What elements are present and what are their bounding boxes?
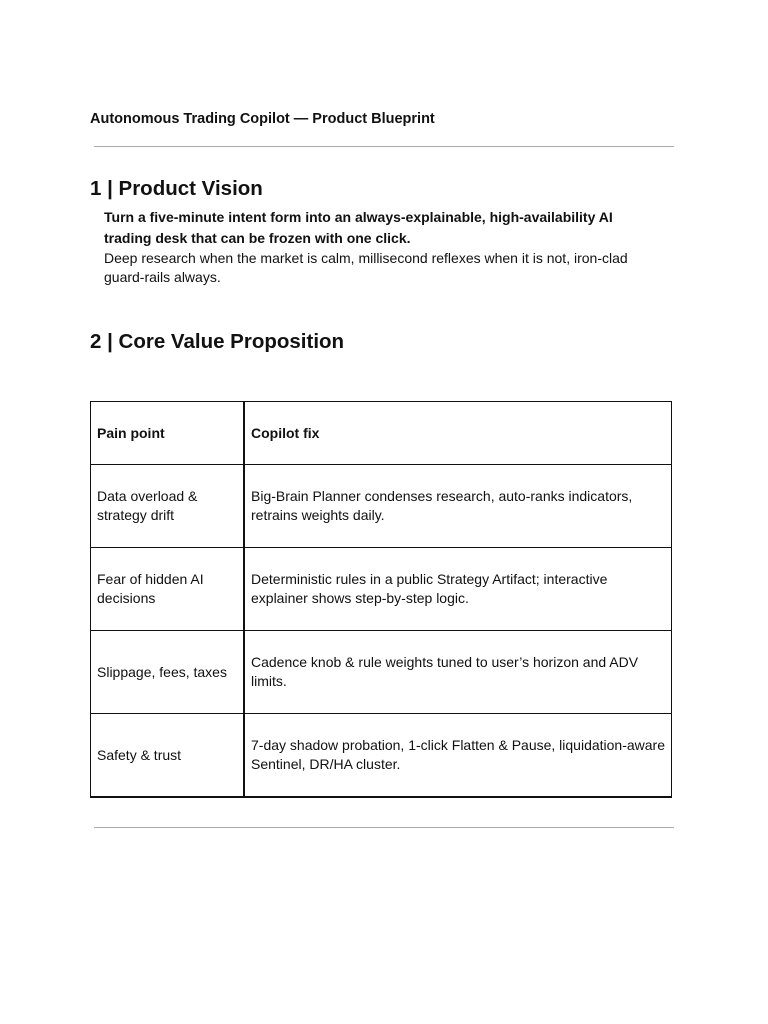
pain-cell: Safety & trust xyxy=(91,714,245,798)
table-row xyxy=(91,714,672,798)
table-row xyxy=(91,548,672,631)
pain-cell: Slippage, fees, taxes xyxy=(91,631,245,714)
fix-cell: Deterministic rules in a public Strategy Artifact; interactive explainer shows step-by-step logic. xyxy=(244,548,672,631)
product-vision-block xyxy=(104,207,664,287)
value-proposition-table xyxy=(90,401,672,798)
bottom-divider xyxy=(94,827,674,828)
table-header-row xyxy=(91,402,672,465)
header-copilot-fix: Copilot fix xyxy=(244,402,672,465)
product-vision-heading: 1 | Product Vision xyxy=(90,177,263,200)
document-title: Autonomous Trading Copilot — Product Blueprint xyxy=(90,111,435,127)
fix-cell: 7-day shadow probation, 1-click Flatten & Pause, liquidation-aware Sentinel, DR/HA cluster. xyxy=(244,714,672,798)
header-pain-point: Pain point xyxy=(91,402,245,465)
fix-cell: Big-Brain Planner condenses research, auto-ranks indicators, retrains weights daily. xyxy=(244,465,672,548)
pain-cell: Fear of hidden AI decisions xyxy=(91,548,245,631)
pain-cell: Data overload & strategy drift xyxy=(91,465,245,548)
product-vision-lead: Turn a five-minute intent form into an always-explainable, high-availability AI trading desk that can be frozen with one click. xyxy=(104,209,613,246)
fix-cell: Cadence knob & rule weights tuned to user’s horizon and ADV limits. xyxy=(244,631,672,714)
table-row xyxy=(91,631,672,714)
product-vision-body: Deep research when the market is calm, millisecond reflexes when it is not, iron-clad guard-rails always. xyxy=(104,250,628,285)
top-divider xyxy=(94,146,674,147)
core-value-heading: 2 | Core Value Proposition xyxy=(90,330,345,353)
table-row xyxy=(91,465,672,548)
